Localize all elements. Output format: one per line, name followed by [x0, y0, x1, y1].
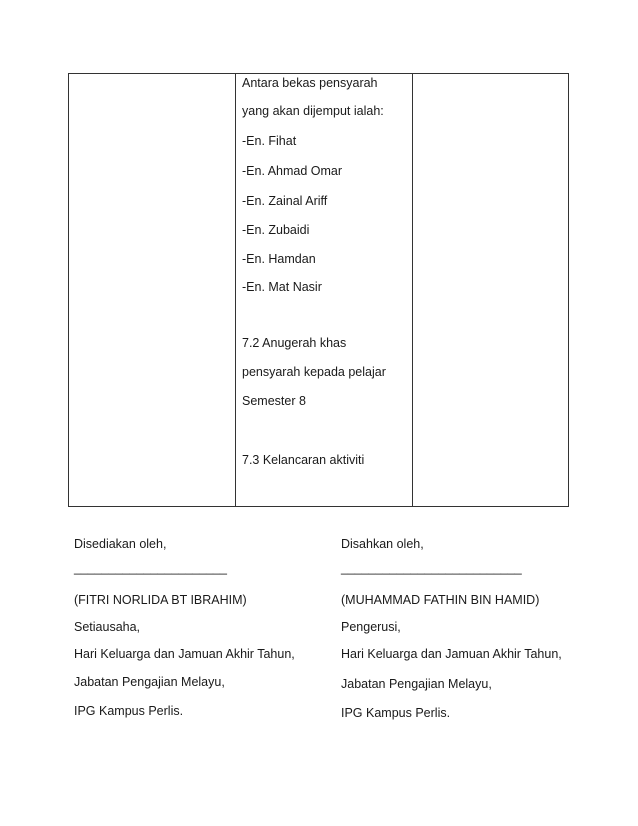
- institution-name: IPG Kampus Perlis.: [74, 704, 184, 718]
- table-line: -En. Zainal Ariff: [242, 194, 328, 208]
- table-line: -En. Fihat: [242, 134, 297, 148]
- secretary-name: (FITRI NORLIDA BT IBRAHIM): [74, 593, 247, 607]
- approved-heading: Disahkan oleh,: [341, 537, 424, 551]
- table-line: pensyarah kepada pelajar: [242, 365, 386, 379]
- chairman-role: Pengerusi,: [341, 620, 401, 634]
- table-line: -En. Hamdan: [242, 252, 316, 266]
- department-name: Jabatan Pengajian Melayu,: [74, 675, 225, 689]
- table-column-middle: [236, 74, 413, 506]
- signature-line: __________________________: [341, 561, 522, 575]
- table-column-right: [413, 74, 568, 506]
- department-name: Jabatan Pengajian Melayu,: [341, 677, 492, 691]
- table-line: -En. Zubaidi: [242, 223, 310, 237]
- table-line: -En. Mat Nasir: [242, 280, 322, 294]
- chairman-name: (MUHAMMAD FATHIN BIN HAMID): [341, 593, 540, 607]
- minutes-table: [68, 73, 569, 507]
- event-name: Hari Keluarga dan Jamuan Akhir Tahun,: [74, 647, 295, 661]
- table-line: Antara bekas pensyarah: [242, 76, 378, 90]
- signature-line: ______________________: [74, 561, 227, 575]
- table-line: Semester 8: [242, 394, 306, 408]
- table-line: 7.2 Anugerah khas: [242, 336, 347, 350]
- table-line: 7.3 Kelancaran aktiviti: [242, 453, 365, 467]
- table-line: -En. Ahmad Omar: [242, 164, 343, 178]
- prepared-heading: Disediakan oleh,: [74, 537, 167, 551]
- secretary-role: Setiausaha,: [74, 620, 141, 634]
- institution-name: IPG Kampus Perlis.: [341, 706, 451, 720]
- event-name: Hari Keluarga dan Jamuan Akhir Tahun,: [341, 647, 562, 661]
- table-column-left: [69, 74, 236, 506]
- table-line: yang akan dijemput ialah:: [242, 104, 384, 118]
